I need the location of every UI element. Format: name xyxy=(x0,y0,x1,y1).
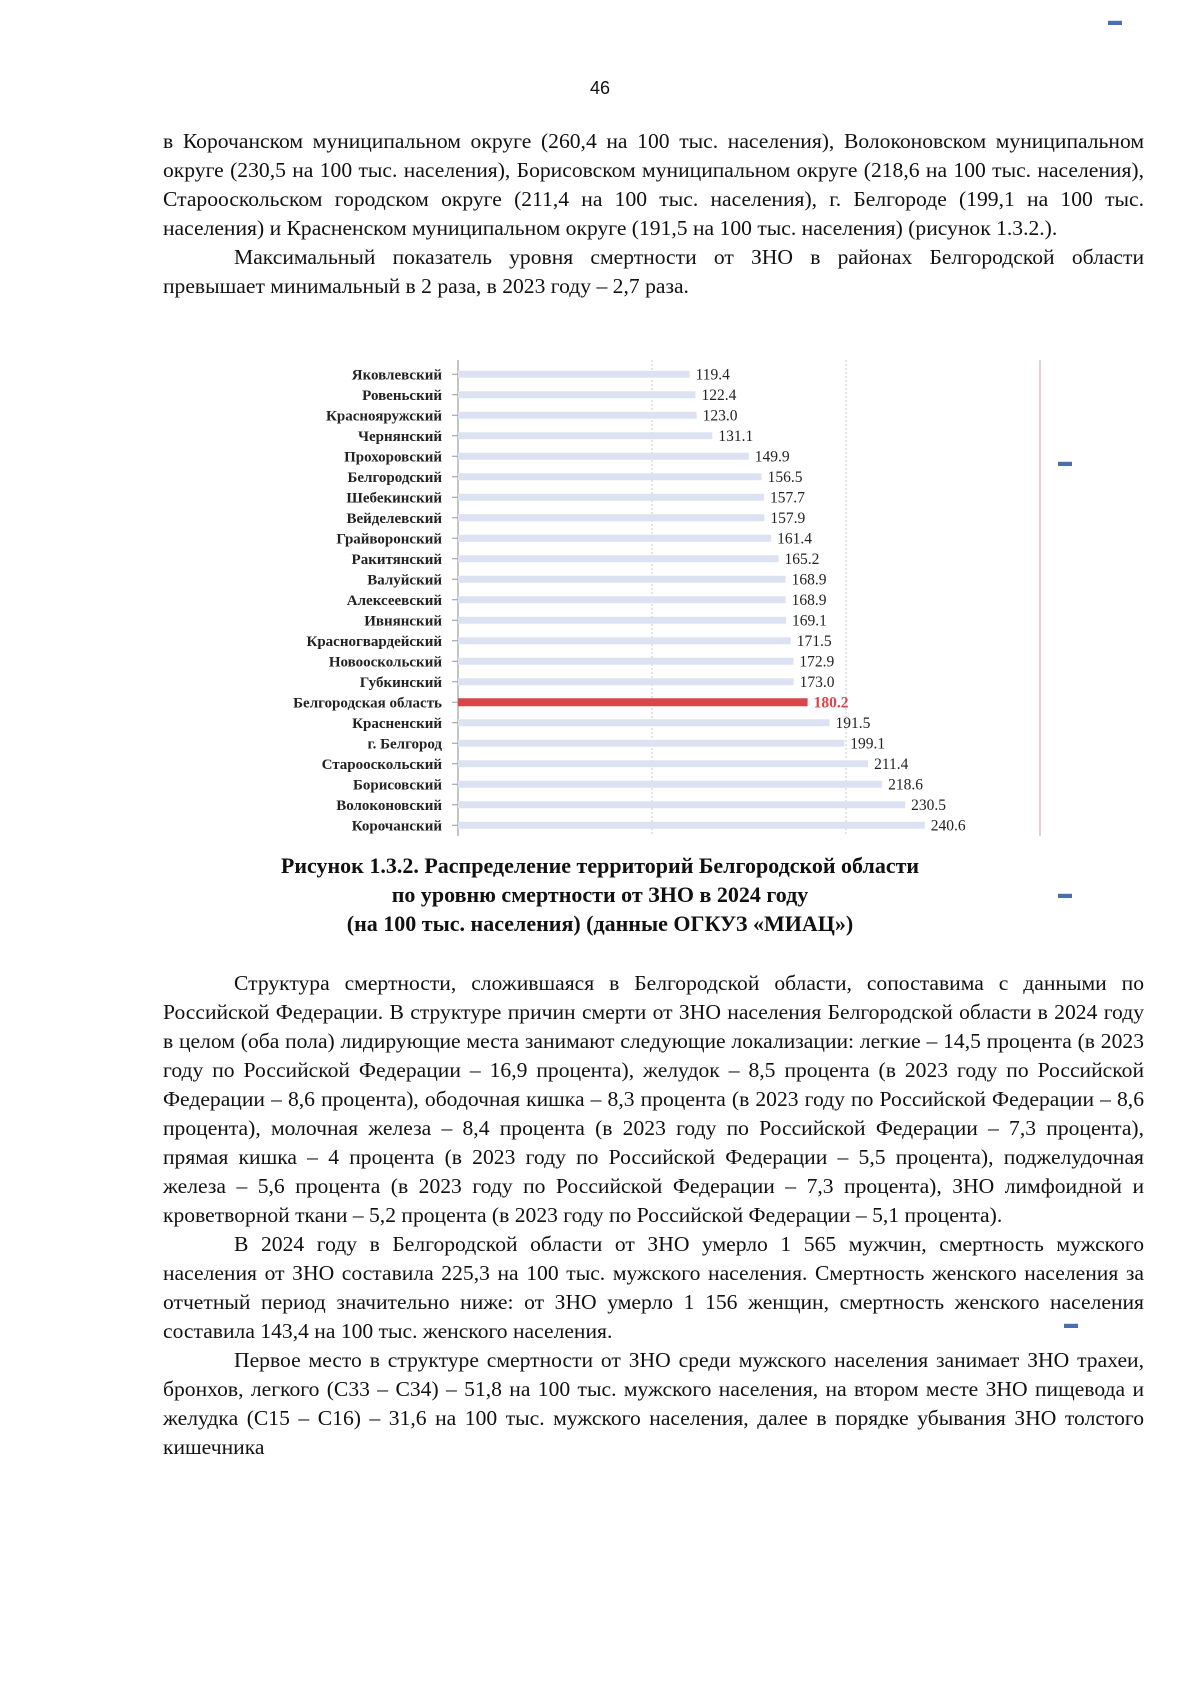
category-label: Ивнянский xyxy=(364,613,442,630)
page-number: 46 xyxy=(589,78,611,98)
bar xyxy=(458,596,786,603)
bar xyxy=(458,371,690,378)
caption-line: Рисунок 1.3.2. Распределение территорий Белгородской области xyxy=(280,853,920,878)
category-label: Прохоровский xyxy=(344,449,442,466)
bar xyxy=(458,412,697,419)
category-label: Борисовский xyxy=(352,777,442,794)
value-label: 180.2 xyxy=(813,694,849,712)
bar xyxy=(458,453,749,460)
category-label: Алексеевский xyxy=(346,592,442,609)
category-label: Красногвардейский xyxy=(306,633,442,650)
bar xyxy=(458,494,764,501)
category-label: Белгородская область xyxy=(293,695,442,712)
bar xyxy=(458,432,712,439)
value-label: 211.4 xyxy=(874,755,909,773)
bar xyxy=(458,781,882,788)
value-label: 157.9 xyxy=(770,509,806,527)
paragraph: Структура смертности, сложившаяся в Белгородской области, сопоставима с данными по Российской Федерации. В структуре причин смерти от ЗНО населения Белгородской области в 2024 году в целом (оба пола) лидирующие места занимают следующие локализации: легкие – 14,5 процента (в 2023 году по Российской Федерации – 16,9 процента), желудок – 8,5 процента (в 2023 году по Российской Федерации – 8,6 процента), ободочная кишка – 8,3 процента (в 2023 году по Российской Федерации – 8,6 процента), молочная железа – 8,4 процента (в 2023 году по Российской Федерации – 7,3 процента), прямая кишка – 4 процента (в 2023 году по Российской Федерации – 5,5 процента), поджелудочная железа – 5,6 процента (в 2023 году по Российской Федерации – 7,3 процента), ЗНО лимфоидной и кроветворной ткани – 5,2 процента (в 2023 году по Российской Федерации – 5,1 процента). xyxy=(163,971,1144,1227)
category-label: Старооскольский xyxy=(321,756,442,773)
value-label: 168.9 xyxy=(791,591,827,609)
category-label: Красненский xyxy=(352,715,442,732)
value-label: 169.1 xyxy=(792,612,827,630)
bar xyxy=(458,678,794,685)
value-label: 123.0 xyxy=(702,407,738,425)
category-label: Корочанский xyxy=(351,818,442,835)
value-label: 191.5 xyxy=(835,714,871,732)
category-label: Губкинский xyxy=(359,674,442,691)
value-label: 168.9 xyxy=(791,571,827,589)
category-label: Новооскольский xyxy=(328,654,442,671)
bar xyxy=(458,391,695,398)
bar xyxy=(458,698,808,706)
category-label: Волоконовский xyxy=(336,797,442,814)
category-label: Белгородский xyxy=(347,469,442,486)
category-label: Яковлевский xyxy=(351,367,442,384)
bar xyxy=(458,555,778,562)
scan-mark-icon: ▬ xyxy=(1058,887,1072,902)
value-label: 156.5 xyxy=(767,468,803,486)
category-label: Шебекинский xyxy=(346,490,442,507)
category-label: Ракитянский xyxy=(351,551,442,568)
value-label: 165.2 xyxy=(784,550,820,568)
bar xyxy=(458,801,905,808)
value-label: 161.4 xyxy=(777,530,812,548)
bar xyxy=(458,658,793,665)
paragraph: в Корочанском муниципальном округе (260,4 на 100 тыс. населения), Волоконовском муниципальном округе (230,5 на 100 тыс. населения), Борисовском муниципальном округе (218,6 на 100 тыс. населения), Старооскольском городском округе (211,4 на 100 тыс. населения), г. Белгороде (199,1 на 100 тыс. населения) и Красненском муниципальном округе (191,5 на 100 тыс. населения) (рисунок 1.3.2.). xyxy=(163,129,1144,240)
caption-line: (на 100 тыс. населения) (данные ОГКУЗ «МИАЦ») xyxy=(346,911,854,936)
value-label: 173.0 xyxy=(799,673,835,691)
bar xyxy=(458,576,786,583)
value-label: 149.9 xyxy=(754,448,790,466)
paragraph: Первое место в структуре смертности от ЗНО среди мужского населения занимает ЗНО трахеи, бронхов, легкого (С33 – С34) – 51,8 на 100 тыс. мужского населения, на втором месте ЗНО пищевода и желудка (С15 – С16) – 31,6 на 100 тыс. мужского населения, далее в порядке убывания ЗНО толстого кишечника xyxy=(163,1348,1144,1459)
category-label: Чернянский xyxy=(358,428,442,445)
value-label: 171.5 xyxy=(796,632,832,650)
paragraph: В 2024 году в Белгородской области от ЗНО умерло 1 565 мужчин, смертность мужского населения от ЗНО составила 225,3 на 100 тыс. мужского населения. Смертность женского населения за отчетный период значительно ниже: от ЗНО умерло 1 156 женщин, смертность женского населения составила 143,4 на 100 тыс. женского населения. xyxy=(163,1232,1144,1343)
value-label: 122.4 xyxy=(701,386,737,404)
scan-mark-icon: ▬ xyxy=(1064,1317,1078,1332)
category-label: г. Белгород xyxy=(367,736,442,753)
bar xyxy=(458,719,830,726)
value-label: 230.5 xyxy=(911,796,947,814)
scan-mark-icon: ▬ xyxy=(1108,14,1122,29)
value-label: 157.7 xyxy=(769,489,805,507)
category-label: Грайворонский xyxy=(336,531,442,548)
body-text-top xyxy=(163,127,1144,301)
bar xyxy=(458,740,844,747)
bar xyxy=(458,760,868,767)
paragraph: Максимальный показатель уровня смертности от ЗНО в районах Белгородской области превышает минимальный в 2 раза, в 2023 году – 2,7 раза. xyxy=(163,245,1144,298)
bar xyxy=(458,822,925,829)
value-label: 199.1 xyxy=(850,735,886,753)
category-label: Вейделевский xyxy=(346,510,442,527)
bar xyxy=(458,473,762,480)
value-label: 119.4 xyxy=(695,366,730,384)
value-label: 218.6 xyxy=(888,776,923,794)
scan-mark-icon: ▬ xyxy=(1058,455,1072,470)
caption-line: по уровню смертности от ЗНО в 2024 году xyxy=(391,882,809,907)
body-text-bottom xyxy=(163,969,1144,1462)
chart-svg xyxy=(0,356,1200,836)
mortality-bar-chart xyxy=(0,356,1200,836)
bar xyxy=(458,514,764,521)
value-label: 240.6 xyxy=(930,817,966,835)
figure-caption xyxy=(0,851,1200,938)
bar xyxy=(458,617,786,624)
value-label: 131.1 xyxy=(718,427,754,445)
category-label: Краснояружский xyxy=(326,408,442,425)
category-label: Валуйский xyxy=(367,572,442,589)
bar xyxy=(458,535,771,542)
value-label: 172.9 xyxy=(799,653,835,671)
bar xyxy=(458,637,791,644)
category-label: Ровеньский xyxy=(362,387,442,404)
